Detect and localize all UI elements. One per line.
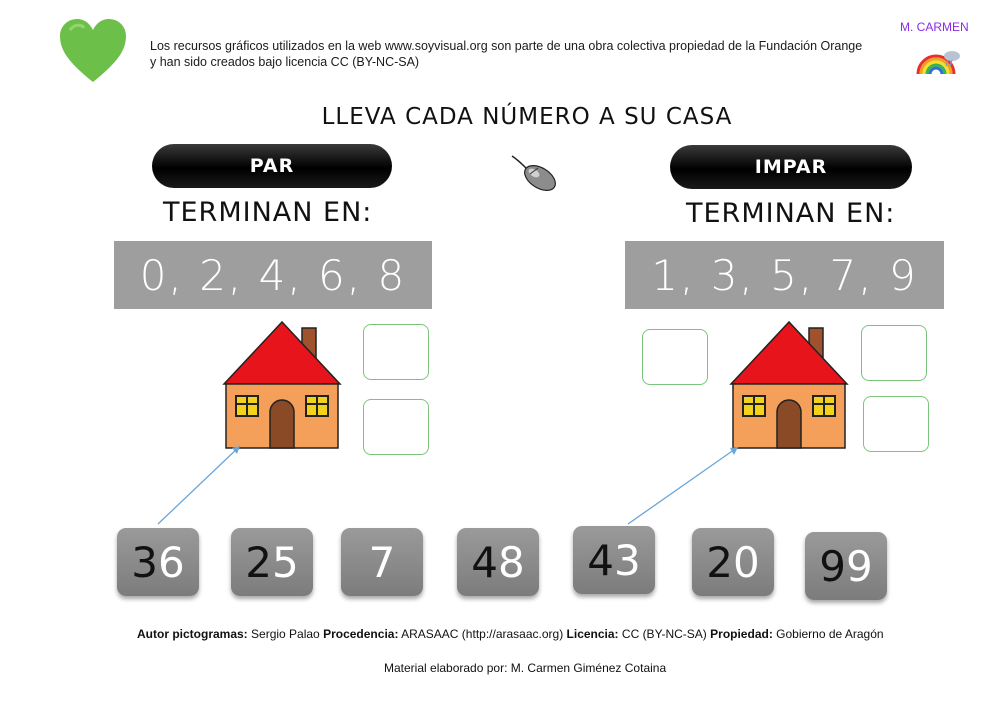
licencia-label: Licencia: xyxy=(566,627,619,641)
propiedad-label: Propiedad: xyxy=(710,627,773,641)
tile-units: 8 xyxy=(498,537,525,587)
impar-drop-slot[interactable] xyxy=(861,325,927,381)
tile-tens: 3 xyxy=(131,537,158,587)
par-digits: 0, 2, 4, 6, 8 xyxy=(114,241,432,309)
impar-drop-slot[interactable] xyxy=(642,329,708,385)
tile-tens: 2 xyxy=(706,537,733,587)
par-drop-slot[interactable] xyxy=(363,324,429,380)
tile-units: 3 xyxy=(614,535,641,585)
number-tile[interactable] xyxy=(805,532,887,600)
number-tile[interactable] xyxy=(341,528,423,596)
number-tile[interactable] xyxy=(117,528,199,596)
tile-units: 7 xyxy=(368,537,396,587)
tile-tens: 2 xyxy=(245,537,272,587)
licencia-value: CC (BY-NC-SA) xyxy=(618,627,711,641)
page-title: LLEVA CADA NÚMERO A SU CASA xyxy=(321,104,733,130)
number-tile[interactable] xyxy=(573,526,655,594)
credits-text: Los recursos gráficos utilizados en la web www.soyvisual.org son parte de una obra colectiva propiedad de la Fundación Orange y han sido creados bajo licencia CC (BY-NC-SA) xyxy=(150,39,863,69)
tile-tens: 9 xyxy=(819,541,846,591)
tile-tens: 4 xyxy=(587,535,614,585)
procedencia-value: ARASAAC (http://arasaac.org) xyxy=(398,627,567,641)
autor-label: Autor pictogramas: xyxy=(137,627,248,641)
impar-digits: 1, 3, 5, 7, 9 xyxy=(625,241,944,309)
tile-units: 5 xyxy=(272,537,299,587)
rainbow-logo xyxy=(912,44,960,84)
arrow-to-impar-house xyxy=(628,447,738,524)
autor-value: Sergio Palao xyxy=(247,627,324,641)
tile-units: 9 xyxy=(846,541,873,591)
number-tile[interactable] xyxy=(692,528,774,596)
impar-label: IMPAR xyxy=(670,145,912,189)
tile-tens: 4 xyxy=(471,537,498,587)
house-par-icon[interactable] xyxy=(222,320,342,450)
procedencia-label: Procedencia: xyxy=(323,627,399,641)
propiedad-value: Gobierno de Aragón xyxy=(772,627,884,641)
arrow-to-par-house xyxy=(158,446,240,524)
impar-drop-slot[interactable] xyxy=(863,396,929,452)
tile-units: 6 xyxy=(158,537,185,587)
author-name: M. CARMEN xyxy=(900,20,969,34)
pictogram-credits xyxy=(137,627,884,641)
par-terminan-label: TERMINAN EN: xyxy=(163,197,373,228)
number-tile[interactable] xyxy=(457,528,539,596)
tile-units: 0 xyxy=(733,537,760,587)
heart-icon xyxy=(58,18,128,84)
mouse-icon xyxy=(510,152,562,194)
impar-terminan-label: TERMINAN EN: xyxy=(686,198,896,229)
par-label: PAR xyxy=(152,144,392,188)
house-impar-icon[interactable] xyxy=(729,320,849,450)
number-tile[interactable] xyxy=(231,528,313,596)
material-credit: Material elaborado por: M. Carmen Giménez Cotaina xyxy=(384,661,667,675)
par-drop-slot[interactable] xyxy=(363,399,429,455)
